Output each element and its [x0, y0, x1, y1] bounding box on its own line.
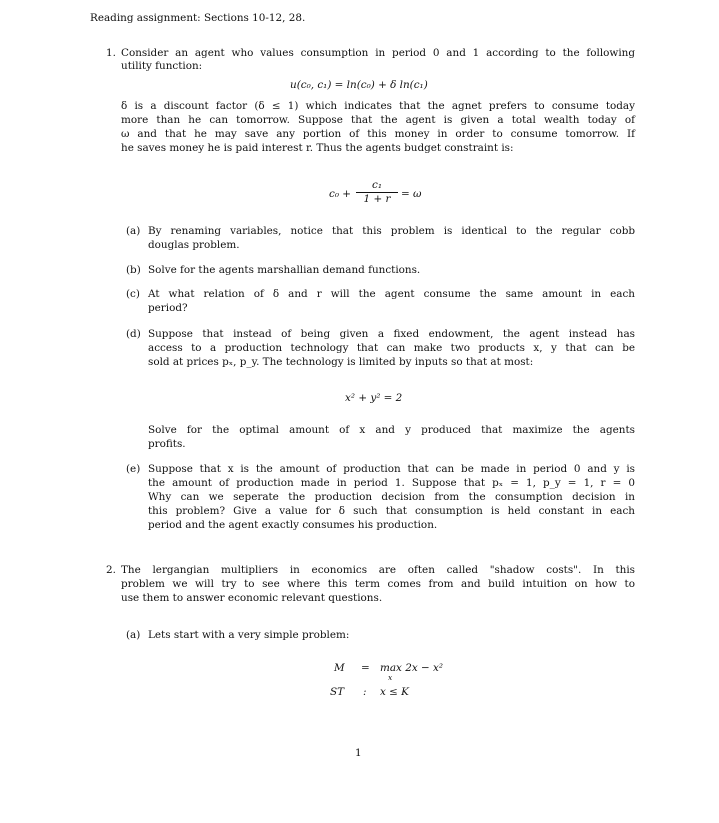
question-1-intro-line-1: Consider an agent who values consumption in period 0 and 1 according to the following: [121, 47, 635, 59]
page-number: 1: [355, 747, 362, 759]
part-b-label: (b): [126, 264, 141, 276]
part-e-line-3: Why can we seperate the production decision from the consumption decision in: [148, 491, 635, 503]
part-d-line-3: sold at prices pₓ, p_y. The technology is limited by inputs so that at most:: [148, 356, 534, 368]
problem-row2-lhs: ST: [330, 686, 345, 698]
part-d-line-2: access to a production technology that can make two products x, y that can be: [148, 342, 635, 354]
utility-equation: u(c₀, c₁) = ln(c₀) + δ ln(c₁): [290, 79, 428, 91]
question-1-number: 1.: [106, 47, 116, 59]
question-2-line-3: use them to answer economic relevant questions.: [121, 592, 383, 604]
budget-fraction: [356, 179, 398, 205]
question-2-number: 2.: [106, 564, 116, 576]
problem-row1-rhs: max 2x − x²: [380, 662, 444, 674]
reading-assignment-header: Reading assignment: Sections 10-12, 28.: [90, 12, 306, 24]
part-c-line-1: At what relation of δ and r will the agent consume the same amount in each: [148, 288, 635, 300]
part-d-label: (d): [126, 328, 141, 340]
question-1-intro-line-2: utility function:: [121, 60, 203, 72]
part-e-line-1: Suppose that x is the amount of production that can be made in period 0 and y is: [148, 463, 635, 475]
question-2-line-1: The lergangian multipliers in economics are often called "shadow costs". In this: [121, 564, 635, 576]
part-c-label: (c): [126, 288, 140, 300]
question-1-desc-line-2: more than he can tomorrow. Suppose that the agent is given a total wealth today of: [121, 114, 635, 126]
question-2-line-2: problem we will try to see where this term comes from and build intuition on how to: [121, 578, 635, 590]
question-1-desc-line-1: δ is a discount factor (δ ≤ 1) which indicates that the agnet prefers to consume today: [121, 100, 635, 112]
part-e-line-2: the amount of production made in period 1. Suppose that pₓ = 1, p_y = 1, r = 0: [148, 477, 635, 489]
problem-row1-lhs: M: [334, 662, 345, 674]
part-a-line-2: douglas problem.: [148, 239, 240, 251]
part-b-line-1: Solve for the agents marshallian demand functions.: [148, 264, 421, 276]
part-e-line-5: period and the agent exactly consumes his production.: [148, 519, 438, 531]
question-1-desc-line-4: he saves money he is paid interest r. Thus the agents budget constraint is:: [121, 142, 514, 154]
problem-max-subscript: x: [388, 673, 393, 682]
budget-denominator: 1 + r: [356, 192, 398, 205]
part-e-line-4: this problem? Give a value for δ such that consumption is held constant in each: [148, 505, 635, 517]
budget-lhs: c₀ +: [329, 188, 351, 200]
problem-row2-sep: :: [363, 686, 367, 698]
budget-rhs: = ω: [401, 188, 422, 200]
production-constraint-equation: x² + y² = 2: [345, 392, 403, 404]
part-d-after-line-2: profits.: [148, 438, 186, 450]
problem-row1-sep: =: [361, 662, 370, 674]
q2-part-a-label: (a): [126, 629, 141, 641]
part-d-line-1: Suppose that instead of being given a fixed endowment, the agent instead has: [148, 328, 635, 340]
part-a-line-1: By renaming variables, notice that this problem is identical to the regular cobb: [148, 225, 635, 237]
part-c-line-2: period?: [148, 302, 188, 314]
question-1-desc-line-3: ω and that he may save any portion of this money in order to consume tomorrow. If: [121, 128, 635, 140]
problem-row2-rhs: x ≤ K: [380, 686, 409, 698]
part-e-label: (e): [126, 463, 141, 475]
budget-numerator: c₁: [372, 179, 382, 191]
part-a-label: (a): [126, 225, 141, 237]
part-d-after-line-1: Solve for the optimal amount of x and y produced that maximize the agents: [148, 424, 635, 436]
q2-part-a-text: Lets start with a very simple problem:: [148, 629, 350, 641]
